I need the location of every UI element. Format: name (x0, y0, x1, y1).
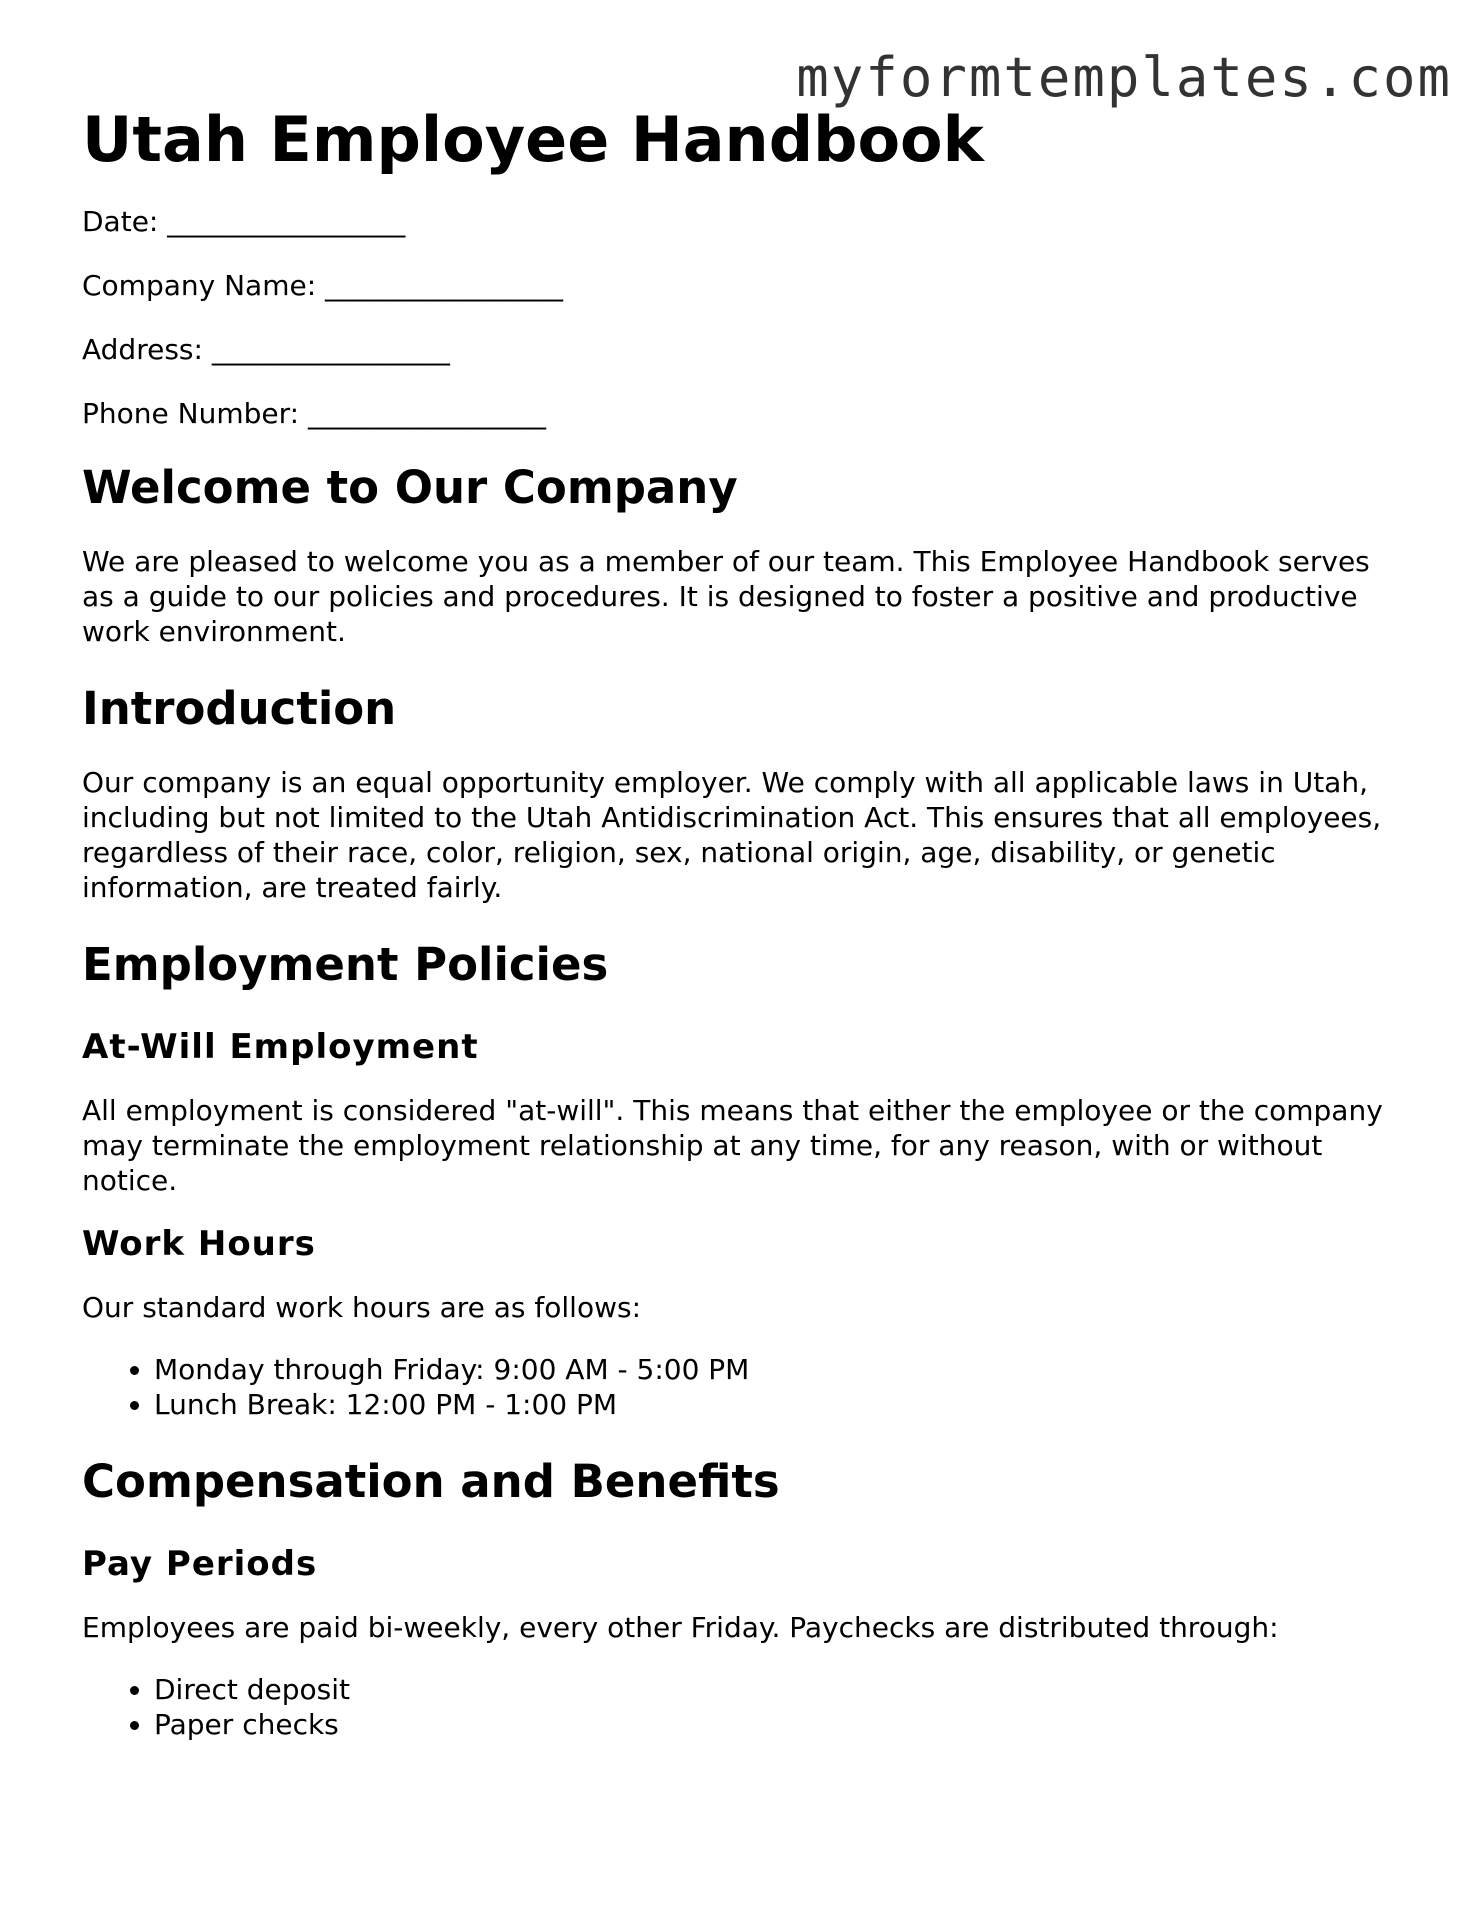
welcome-heading: Welcome to Our Company (82, 461, 738, 514)
document-content (82, 100, 1402, 1742)
compensation-heading: Compensation and Benefits (82, 1455, 780, 1508)
employment-policies-heading: Employment Policies (82, 938, 609, 991)
work-hours-heading: Work Hours (82, 1224, 316, 1264)
employment-policies-section (82, 935, 1402, 1422)
list-item: • Direct deposit (154, 1672, 1402, 1707)
work-hours-list (82, 1352, 1402, 1422)
introduction-section (82, 679, 1402, 905)
introduction-heading: Introduction (82, 682, 397, 735)
at-will-heading: At-Will Employment (82, 1027, 479, 1067)
list-item: • Monday through Friday: 9:00 AM - 5:00 PM (154, 1352, 1402, 1387)
document-title: Utah Employee Handbook (82, 103, 984, 176)
compensation-section (82, 1452, 1402, 1742)
phone-number-field: Phone Number: _________________ (82, 397, 546, 430)
welcome-section (82, 458, 1402, 649)
watermark: myformtemplates.com (796, 46, 1452, 109)
pay-periods-heading: Pay Periods (82, 1544, 318, 1584)
at-will-body: All employment is considered "at-will". This means that either the employee or the company may terminate the employment relationship at any time, for any reason, with or without notice. (82, 1094, 1383, 1197)
header-fields (82, 202, 1402, 434)
date-field: Date: _________________ (82, 205, 406, 238)
welcome-body: We are pleased to welcome you as a member of our team. This Employee Handbook serves as a guide to our policies and procedures. It is designed to foster a positive and productive work environment. (82, 545, 1370, 648)
company-name-field: Company Name: _________________ (82, 269, 564, 302)
work-hours-body: Our standard work hours are as follows: (82, 1291, 642, 1324)
list-item: • Paper checks (154, 1707, 1402, 1742)
introduction-body: Our company is an equal opportunity employer. We comply with all applicable laws in Utah, including but not limited to the Utah Antidiscrimination Act. This ensures that all employees, regardless of their race, color, religion, sex, national origin, age, disability, or genetic information, are treated fairly. (82, 766, 1382, 904)
pay-methods-list (82, 1672, 1402, 1742)
list-item: • Lunch Break: 12:00 PM - 1:00 PM (154, 1387, 1402, 1422)
address-field: Address: _________________ (82, 333, 450, 366)
pay-periods-body: Employees are paid bi-weekly, every other Friday. Paychecks are distributed through: (82, 1611, 1279, 1644)
